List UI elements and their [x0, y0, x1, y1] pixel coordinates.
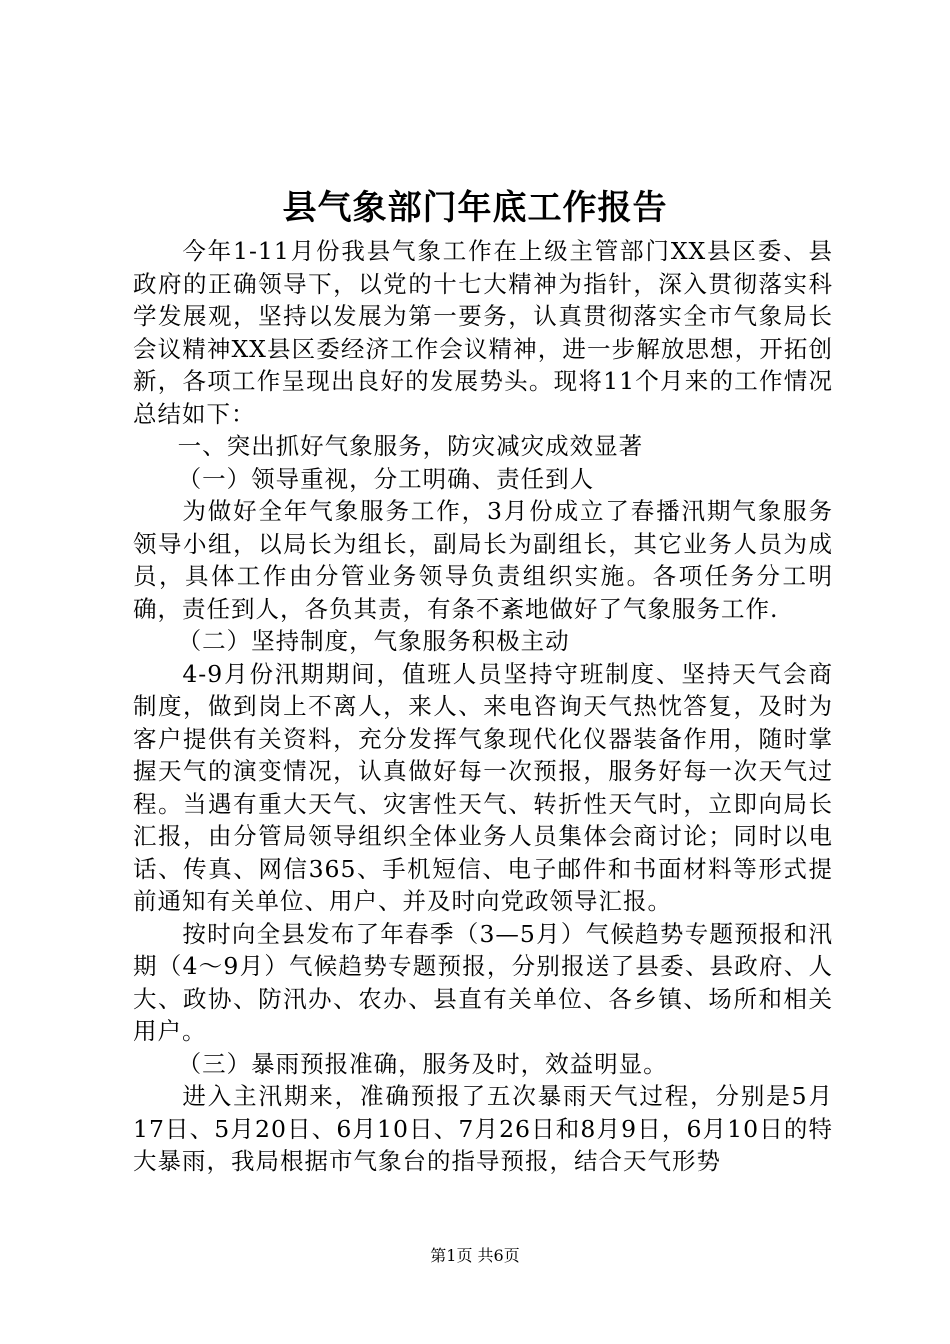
subsection-heading-2: （二）坚持制度，气象服务积极主动	[177, 627, 570, 655]
paragraph-intro: 今年1-11月份我县气象工作在上级主管部门XX县区委、县政府的正确领导下，以党的十七大精神为指针，深入贯彻落实科学发展观，坚持以发展为第一要务，认真贯彻落实全市气象局长会议精神XX县区委经济工作会议精神，进一步解放思想，开拓创新，各项工作呈现出良好的发展势头。现将11个月来的工作情况总结如下：	[133, 237, 833, 428]
paragraph-duty-system: 4-9月份汛期期间，值班人员坚持守班制度、坚持天气会商制度，做到岗上不离人，来人、来电咨询天气热忱答复，及时为客户提供有关资料，充分发挥气象现代化仪器装备作用，随时掌握天气的演变情况，认真做好每一次预报，服务好每一次天气过程。当遇有重大天气、灾害性天气、转折性天气时，立即向局长汇报，由分管局领导组织全体业务人员集体会商讨论；同时以电话、传真、网信365、手机短信、电子邮件和书面材料等形式提前通知有关单位、用户、并及时向党政领导汇报。	[133, 659, 833, 915]
paragraph-rainstorm: 进入主汛期来，准确预报了五次暴雨天气过程，分别是5月17日、5月20日、6月10日、7月26日和8月9日，6月10日的特大暴雨，我局根据市气象台的指导预报，结合天气形势	[133, 1082, 833, 1175]
subsection-heading-1: （一）领导重视，分工明确、责任到人	[177, 464, 595, 493]
paragraph-forecast-release: 按时向全县发布了年春季（3—5月）气候趋势专题预报和汛期（4～9月）气候趋势专题预报，分别报送了县委、县政府、人大、政协、防汛办、农办、县直有关单位、各乡镇、场所和相关用户。	[133, 919, 833, 1045]
document-body	[133, 235, 833, 1178]
section-heading-1: 一、突出抓好气象服务，防灾减灾成效显著	[177, 432, 644, 460]
subsection-heading-3: （三）暴雨预报准确，服务及时，效益明显。	[177, 1049, 668, 1078]
document-title: 县气象部门年底工作报告	[282, 188, 668, 228]
page-footer: 第1页 共6页	[430, 1246, 520, 1265]
paragraph-leadership: 为做好全年气象服务工作，3月份成立了春播汛期气象服务领导小组，以局长为组长，副局长为副组长，其它业务人员为成员，具体工作由分管业务领导负责组织实施。各项任务分工明确，责任到人，各负其责，有条不紊地做好了气象服务工作.	[133, 497, 833, 623]
